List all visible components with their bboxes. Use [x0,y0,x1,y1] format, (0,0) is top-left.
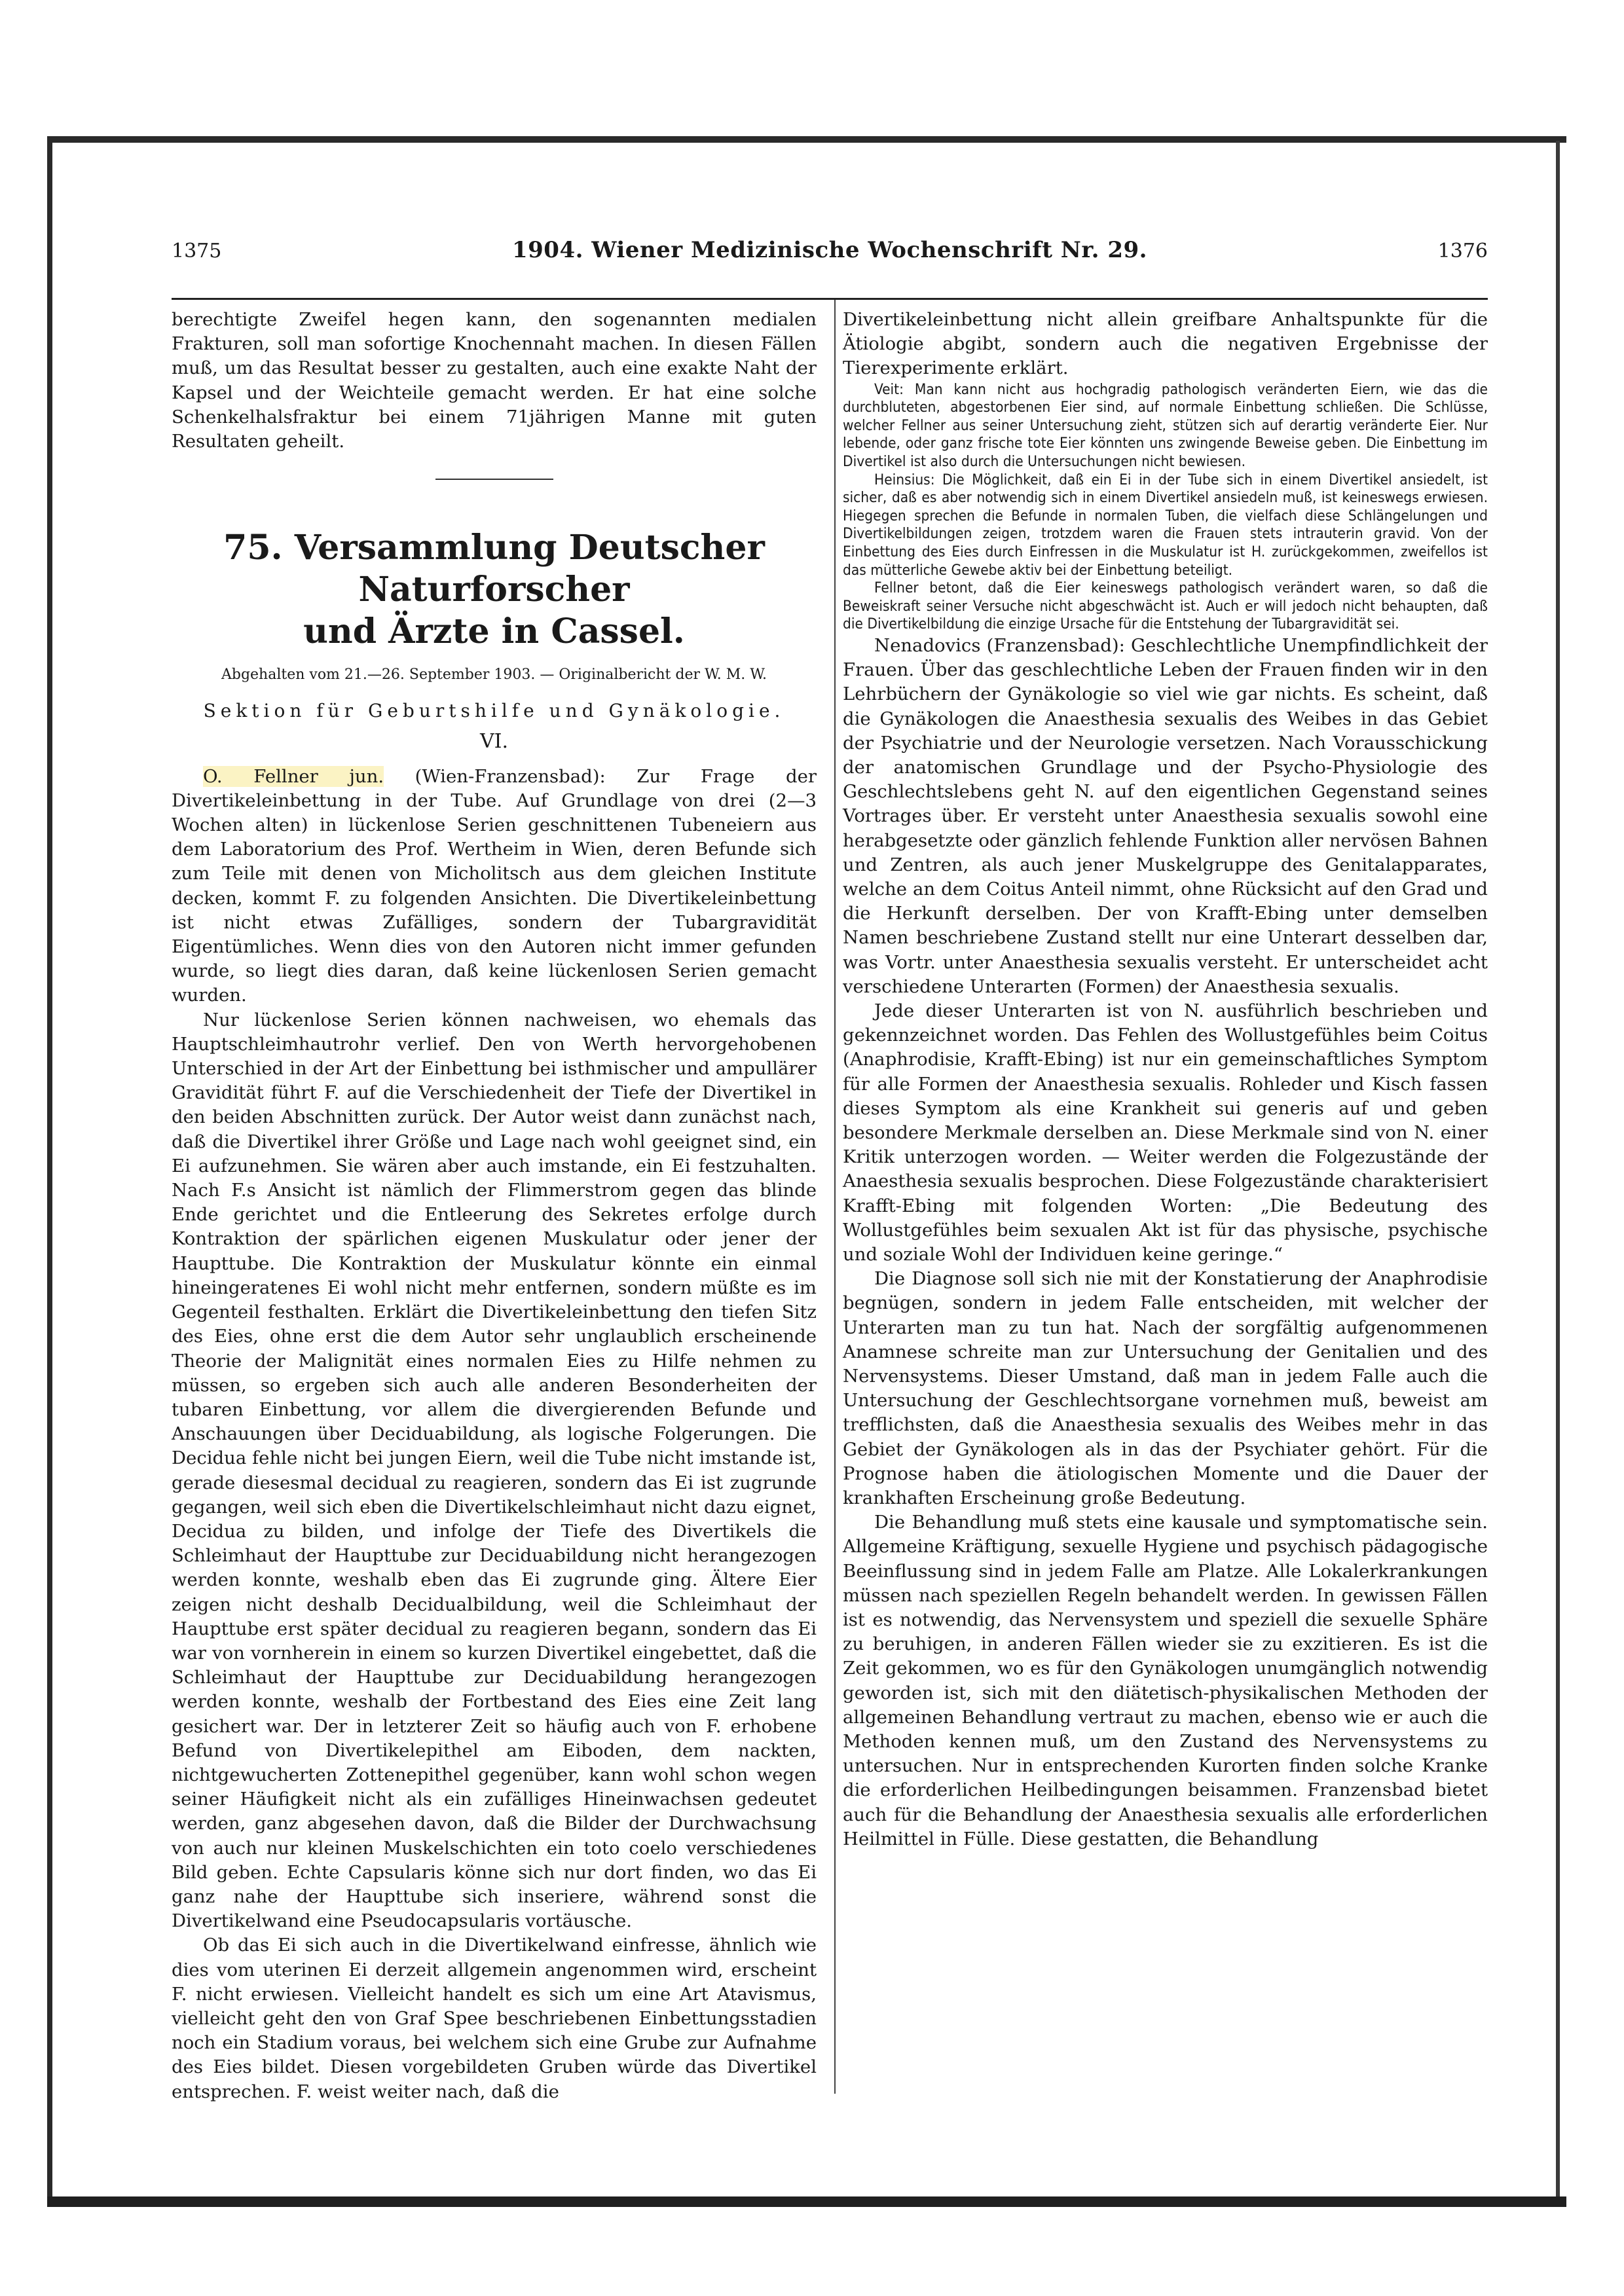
section-title-line: und Ärzte in Cassel. [303,611,685,652]
paragraph: Ob das Ei sich auch in die Divertikelwand einfresse, ähnlich wie dies vom uterinen Ei derzeit allgemein angenommen wird, erscheint F. nicht erwiesen. Vielleicht handelt es sich um eine Art Atavismus, vielleicht geht den von Graf Spee beschriebenen Einbettungsstadien noch ein Stadium voraus, bei welchem sich eine Grube zur Aufnahme des Eies bildet. Diesen vorgebildeten Gruben würde das Divertikel entsprechen. F. weist weiter nach, daß die [172,1935,817,2102]
left-column [172,308,817,2104]
paragraph [172,765,817,1008]
paragraph: Die Diagnose soll sich nie mit der Konstatierung der Anaphrodisie begnügen, sondern in jedem Falle entscheiden, mit welcher der Unterarten man zu tun hat. Nach der sorgfältig aufgenommenen Anamnese schreite man zur Untersuchung der Genitalien und des Nervensystems. Dieser Umstand, daß man in jedem Falle auch die Untersuchung der Geschlechtsorgane vornehmen muß, beweist am trefflichsten, daß die Anaesthesia sexualis des Weibes mehr in das Gebiet der Gynäkologen als in das der Psychiater gehört. Für die Prognose haben die ätiologischen Momente und die Dauer der krankhaften Erscheinung große Bedeutung. [843,1268,1488,1509]
paragraph: Jede dieser Unterarten ist von N. ausführlich beschrieben und gekennzeichnet worden. Das Fehlen des Wollustgefühles beim Coitus (Anaphrodisie, Krafft-Ebing) ist nur ein gemeinschaftliches Symptom für alle Formen der Anaesthesia sexualis. Rohleder und Kisch fassen dieses Symptom als eine Krankheit sui generis auf und geben besondere Merkmale derselben an. Diese Merkmale sind von N. einer Kritik unterzogen worden. — Weiter werden die Folgezustände der Anaesthesia sexualis besprochen. Diese Folgezustände charakterisiert Krafft-Ebing mit folgenden Worten: „Die Bedeutung des Wollustgefühles beim sexualen Akt ist für das physische, psychische und soziale Wohl der Individuen keine geringe.“ [843,1000,1488,1265]
journal-title: 1904. Wiener Medizinische Wochenschrift Nr. 29. [511,237,1147,263]
discussion-paragraph: Veit: Man kann nicht aus hochgradig pathologisch veränderten Eiern, wie das die durchbluteten, abgestorbenen Eier sind, auf normale Einbettung schließen. Die Schlüsse, welcher Fellner aus seiner Untersuchung zieht, stützen sich auf derartig veränderte Eier. Nur lebende, oder ganz frische tote Eier könnten uns zwingende Beweise geben. Die Einbettung im Divertikel ist also durch die Untersuchungen nicht bewiesen. [843,380,1488,470]
author-name-highlighted: O. Fellner jun. [203,765,384,787]
paragraph: berechtigte Zweifel hegen kann, den sogenannten medialen Frakturen, soll man sofortige Knochennaht machen. In diesen Fällen muß, um das Resultat besser zu gestalten, auch eine exakte Naht der Kapsel und der Weichteile gemacht werden. Er hat eine solche Schenkelhalsfraktur bei einem 71jährigen Manne mit guten Resultaten geheilt. [172,309,817,452]
header-rule [172,298,1488,300]
scan-border-top [47,136,1566,143]
paragraph: Nur lückenlose Serien können nachweisen, wo ehemals das Hauptschleimhautrohr verlief. Den von Werth hervorgehobenen Unterschied in der Art der Einbettung bei isthmischer und ampullärer Gravidität führt F. auf die Verschiedenheit der Tiefe der Divertikel in den beiden Abschnitten zurück. Der Autor weist dann zunächst nach, daß die Divertikel ihrer Größe und Lage nach wohl geeignet sind, ein Ei aufzunehmen. Sie wären aber auch imstande, ein Ei festzuhalten. Nach F.s Ansicht ist nämlich der Flimmerstrom gegen das blinde Ende gerichtet und die Entleerung des Sekretes erfolge durch Kontraktion der spärlichen eigenen Muskulatur oder jener der Haupttube. Die Kontraktion der Muskulatur könnte ein einmal hineingeratenes Ei wohl nicht mehr entfernen, sondern müßte es im Gegenteil festhalten. Erklärt die Divertikeleinbettung den tiefen Sitz des Eies, ohne erst die dem Autor sehr unglaublich erscheinende Theorie der Malignität eines normalen Eies zu Hilfe nehmen zu müssen, so ergeben sich auch alle anderen Besonderheiten der tubaren Einbettung, vor allem die divergierenden Befunde und Anschauungen über Deciduabildung, als logische Folgerungen. Die Decidua fehle nicht bei jungen Eiern, weil die Tube nicht imstande ist, gerade diesesmal decidual zu reagieren, sondern das Ei ist zugrunde gegangen, weil sich eben die Divertikelschleimhaut nicht dazu eignet, Decidua zu bilden, und infolge der Tiefe des Divertikels die Schleimhaut der Haupttube zur Deciduabildung nicht herangezogen werden konnte, weshalb eben das Ei zugrunde ging. Ältere Eier zeigen nicht deshalb Decidualbildung, weil die Schleimhaut der Haupttube erst später decidual zu reagieren begann, sondern das Ei war von vornherein in einem so kurzen Divertikel eingebettet, daß die Schleimhaut der Haupttube zur Deciduabildung herangezogen werden konnte, weshalb der Fortbestand des Eies eine Zeit lang gesichert war. Der in letzterer Zeit so häufig auch von F. erhobene Befund von Divertikelepithel am Eiboden, dem nackten, nichtgewucherten Zottenepithel gegenüber, kann wohl schon wegen seiner Häufigkeit nicht als ein zufälliges Hineinwachsen gedeutet werden, ganz abgesehen davon, daß die Bilder der Durchwachsung von auch nur kleinen Muskelschichten ein toto coelo verschiedenes Bild geben. Echte Capsularis könne sich nur dort finden, wo das Ei ganz nahe der Haupttube sich inseriere, während sonst die Divertikelwand eine Pseudocapsularis vortäusche. [172,1009,817,1932]
paragraph: Die Behandlung muß stets eine kausale und symptomatische sein. Allgemeine Kräftigung, sexuelle Hygiene und psychisch pädagogische Beeinflussung sind in jedem Falle am Platze. Alle Lokalerkrankungen müssen nach speziellen Regeln behandelt werden. In gewissen Fällen ist es notwendig, das Nervensystem und speziell die sexuelle Sphäre zu beruhigen, in anderen Fällen wieder sie zu exzitieren. Es ist die Zeit gekommen, wo es für den Gynäkologen unumgänglich notwendig geworden ist, sich mit den diätetisch-physikalischen Methoden der allgemeinen Behandlung vertraut zu machen, ebenso wie er auch die Methoden kennen muß, um den Zustand des Nervensystems zu untersuchen. Nur in entsprechenden Kurorten finden solche Kranke die erforderlichen Heilbedingungen beisammen. Franzensbad bietet auch für die Behandlung der Anaesthesia sexualis alle erforderlichen Heilmittel in Fülle. Diese gestatten, die Behandlung [843,1512,1488,1850]
part-number: VI. [479,730,509,754]
section-title-line: 75. Versammlung Deutscher Naturforscher [223,528,765,610]
discussion-block [843,381,1488,634]
section-title [172,527,817,653]
running-header [172,234,1488,271]
paragraph: Divertikeleinbettung nicht allein greifbare Anhaltspunkte für die Ätiologie abgibt, sondern auch die negativen Ergebnisse der Tierexperimente erklärt. [843,309,1488,379]
right-column [843,308,1488,1851]
discussion-paragraph: Heinsius: Die Möglichkeit, daß ein Ei in der Tube sich in einem Divertikel ansiedelt, ist sicher, daß es aber notwendig sich in einem Divertikel ansiedeln muß, ist keineswegs erwiesen. Hiegegen sprechen die Befunde in normalen Tuben, die vielfach diese Schlängelungen und Divertikelbildungen zeigen, trotzdem waren die Frauen stets intrauterin gravid. Von der Einbettung des Eies durch Einfressen in die Muskulatur ist H. zurückgekommen, zweifellos ist das mütterliche Gewebe aktiv bei der Einbettung beteiligt. [843,471,1488,579]
column-divider [834,300,836,2094]
paragraph: Nenadovics (Franzensbad): Geschlechtliche Unempfindlichkeit der Frauen. Über das geschlechtliche Leben der Frauen finden wir in den Lehrbüchern der Gynäkologie so viel wie gar nichts. Es scheint, daß die Gynäkologen die Anaesthesia sexualis des Weibes in das Gebiet der Psychiatrie und der Neurologie versetzen. Nach Vorausschickung der anatomischen Grundlage und der Psycho-Physiologie des Geschlechtslebens geht N. auf den eigentlichen Gegenstand seines Vortrages über. Er versteht unter Anaesthesia sexualis sowohl eine herabgesetzte oder gänzlich fehlende Funktion aller nervösen Bahnen und Zentren, als auch jener Muskelgruppe des Genitalapparates, welche an dem Coitus Anteil nimmt, ohne Rücksicht auf den Grad und die Herkunft derselben. Der von Krafft-Ebing unter demselben Namen beschriebene Zustand stellt nur eine Unterart desselben dar, was Vortr. unter Anaesthesia sexualis versteht. Er unterscheidet acht verschiedene Unterarten (Formen) der Anaesthesia sexualis. [843,634,1488,997]
scan-border-right [1556,141,1560,2203]
paragraph-text: (Wien-Franzensbad): Zur Frage der Divertikeleinbettung in der Tube. Auf Grundlage von drei (2—3 Wochen alten) in lückenlose Serien geschnittenen Tubeneiern aus dem Laboratorium des Prof. Wertheim in Wien, deren Befunde sich zum Teile mit denen von Micholitsch aus dem gleichen Institute decken, kommt F. zu folgenden Ansichten. Die Divertikeleinbettung ist nicht etwas Zufälliges, sondern der Tubargravidität Eigentümliches. Wenn dies von den Autoren nicht immer gefunden wurde, so liegt dies daran, daß keine lückenlosen Serien gemacht wurden. [172,765,817,1006]
scan-border-bottom [47,2196,1566,2207]
scan-border-left [47,136,52,2205]
page-number-right: 1376 [1437,240,1488,263]
page-number-left: 1375 [172,240,222,263]
meeting-info: Abgehalten vom 21.—26. September 1903. — Originalbericht der W. M. W. [221,666,767,683]
section-heading: Sektion für Geburtshilfe und Gynäkologie. [203,700,785,722]
section-separator [435,479,553,480]
discussion-paragraph: Fellner betont, daß die Eier keineswegs pathologisch verändert waren, so daß die Beweiskraft seiner Versuche nicht abgeschwächt ist. Auch er will jedoch nicht behaupten, daß die Divertikelbildung die einzige Ursache für die Entstehung der Tubargravidität sei. [843,579,1488,633]
